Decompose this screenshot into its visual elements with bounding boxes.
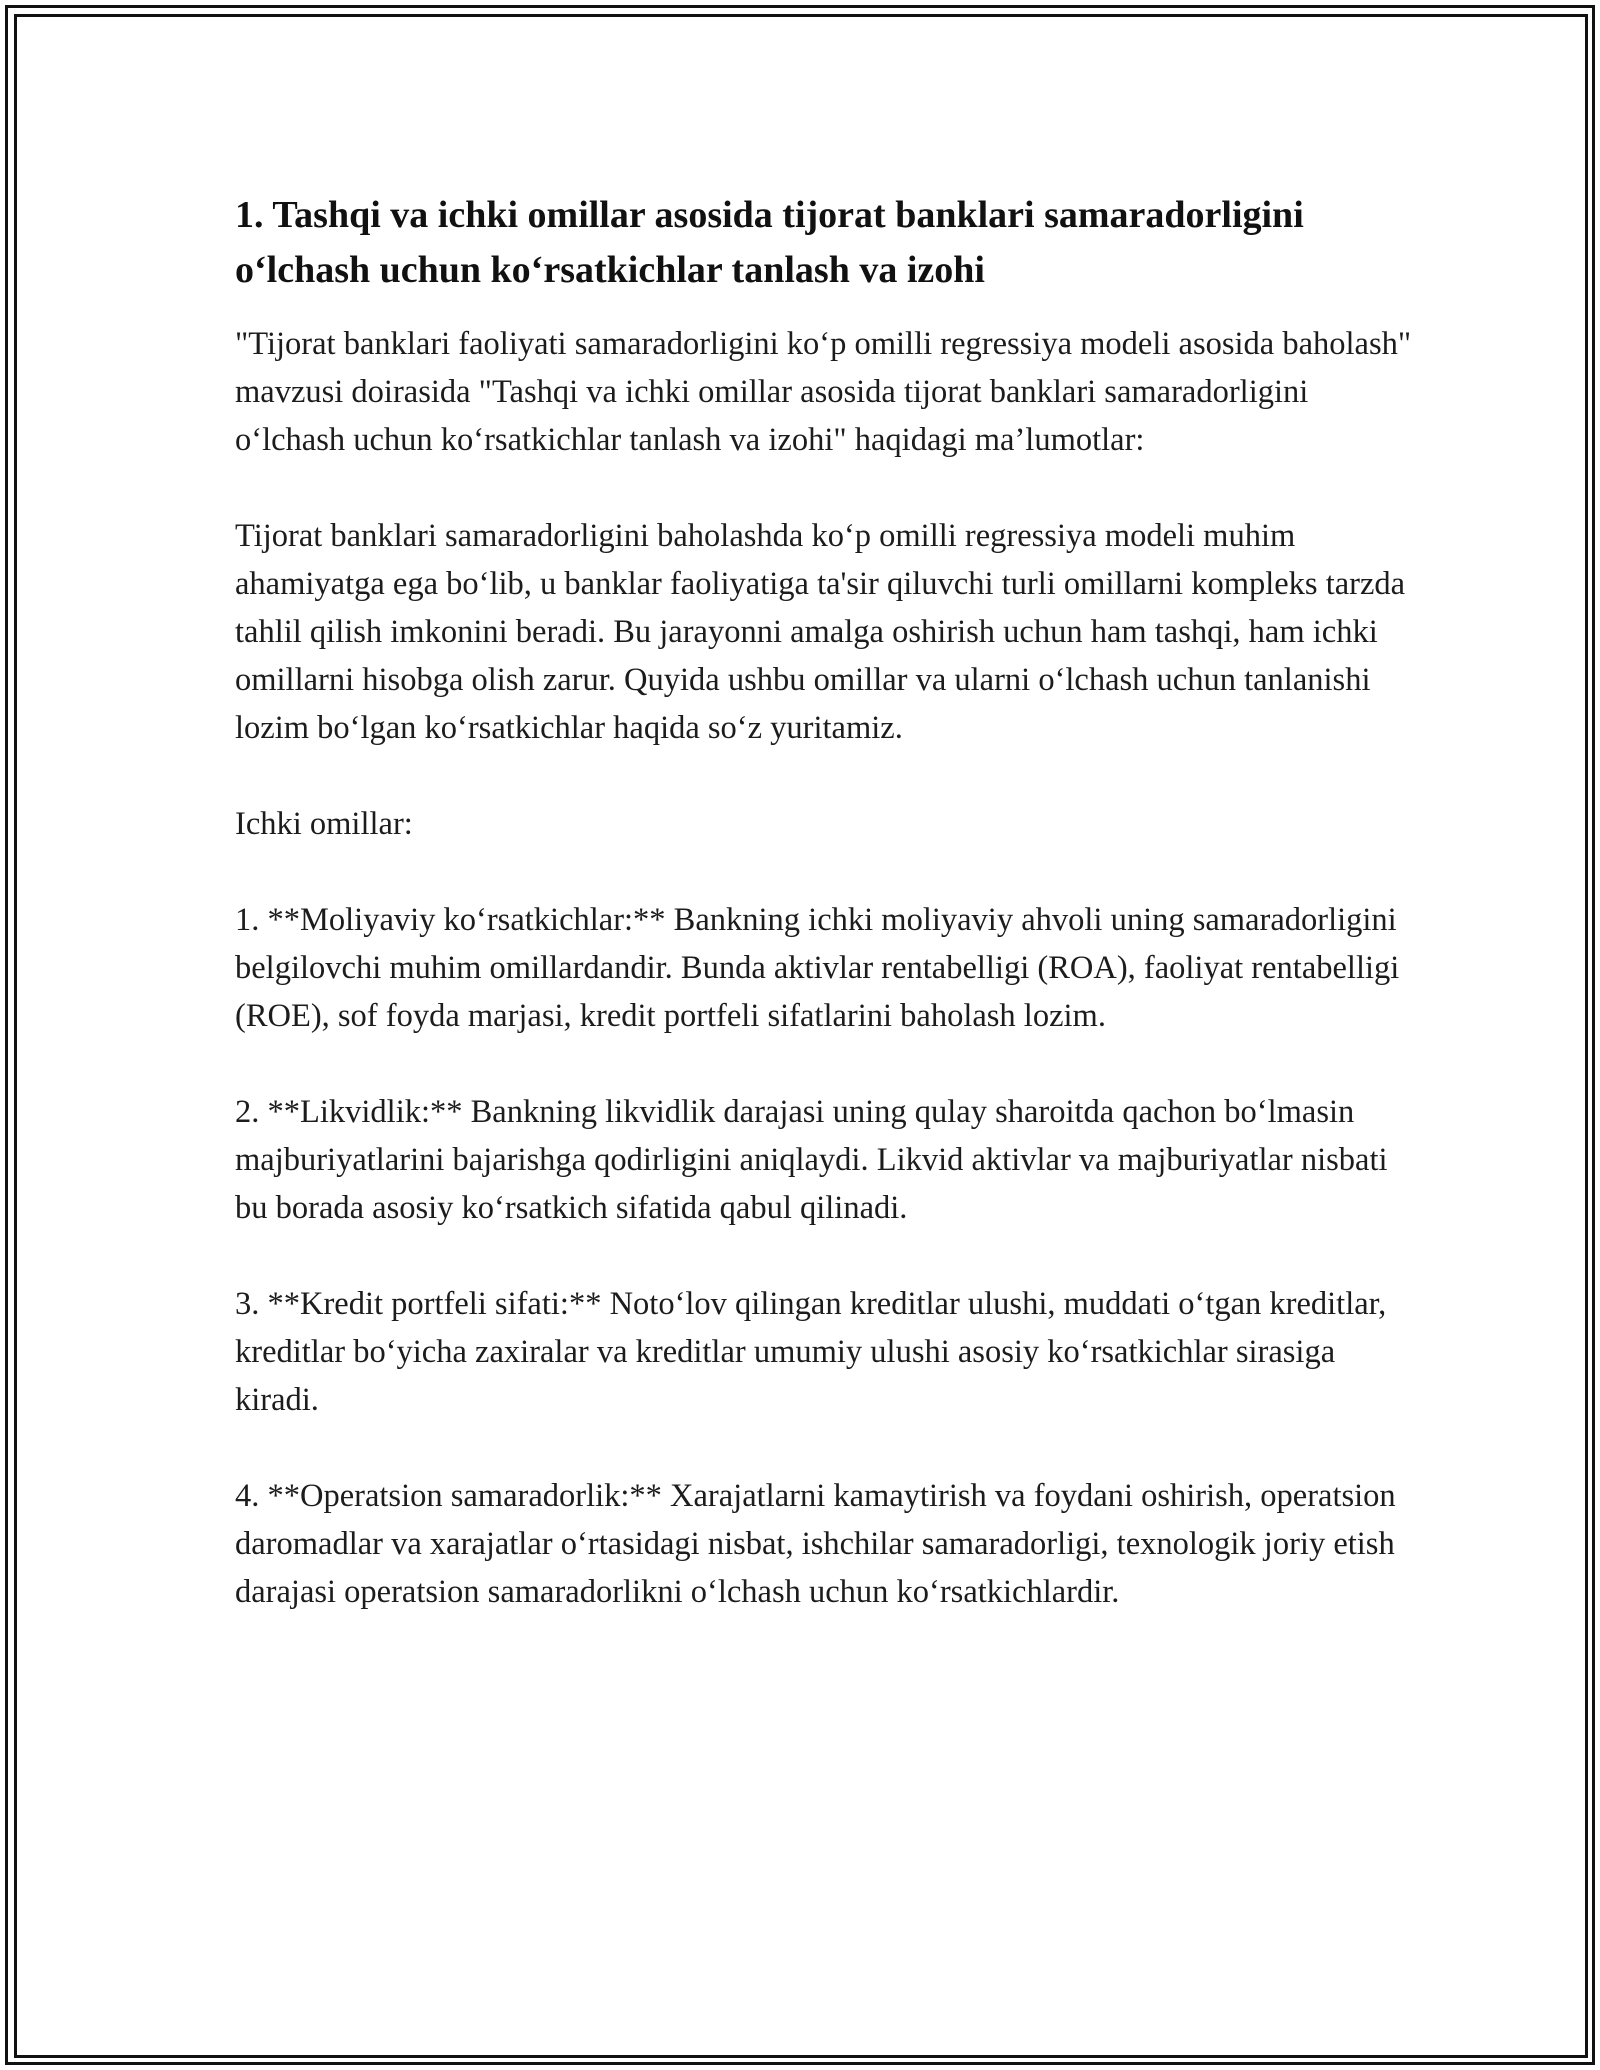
document-body	[235, 188, 1415, 1664]
section-heading-internal-factors: Ichki omillar:	[235, 806, 413, 842]
intro-paragraph: "Tijorat banklari faoliyati samaradorligini ko‘p omilli regressiya modeli asosida baholash" mavzusi doirasida "Tashqi va ichki omillar asosida tijorat banklari samaradorligini o‘lchash uchun ko‘rsatkichlar tanlash va izohi" haqidagi ma’lumotlar:	[235, 326, 1412, 458]
document-title: 1. Tashqi va ichki omillar asosida tijorat banklari samaradorligini o‘lchash uchun ko‘rsatkichlar tanlash va izohi	[235, 194, 1304, 291]
list-item-liquidity: 2. **Likvidlik:** Bankning likvidlik darajasi uning qulay sharoitda qachon bo‘lmasin majburiyatlarini bajarishga qodirligini aniqlaydi. Likvid aktivlar va majburiyatlar nisbati bu borada asosiy ko‘rsatkich sifatida qabul qilinadi.	[235, 1094, 1388, 1226]
list-item-operational-efficiency: 4. **Operatsion samaradorlik:** Xarajatlarni kamaytirish va foydani oshirish, operatsion daromadlar va xarajatlar o‘rtasidagi nisbat, ishchilar samaradorligi, texnologik joriy etish darajasi operatsion samaradorlikni o‘lchash uchun ko‘rsatkichlardir.	[235, 1478, 1396, 1610]
list-item-financial-indicators: 1. **Moliyaviy ko‘rsatkichlar:** Bankning ichki moliyaviy ahvoli uning samaradorligini belgilovchi muhim omillardandir. Bunda aktivlar rentabelligi (ROA), faoliyat rentabelligi (ROE), sof foyda marjasi, kredit portfeli sifatlarini baholash lozim.	[235, 902, 1400, 1034]
list-item-credit-portfolio-quality: 3. **Kredit portfeli sifati:** Noto‘lov qilingan kreditlar ulushi, muddati o‘tgan kreditlar, kreditlar bo‘yicha zaxiralar va kreditlar umumiy ulushi asosiy ko‘rsatkichlar sirasiga kiradi.	[235, 1286, 1387, 1418]
overview-paragraph: Tijorat banklari samaradorligini baholashda ko‘p omilli regressiya modeli muhim ahamiyatga ega bo‘lib, u banklar faoliyatiga ta'sir qiluvchi turli omillarni kompleks tarzda tahlil qilish imkonini beradi. Bu jarayonni amalga oshirish uchun ham tashqi, ham ichki omillarni hisobga olish zarur. Quyida ushbu omillar va ularni o‘lchash uchun tanlanishi lozim bo‘lgan ko‘rsatkichlar haqida so‘z yuritamiz.	[235, 518, 1406, 746]
